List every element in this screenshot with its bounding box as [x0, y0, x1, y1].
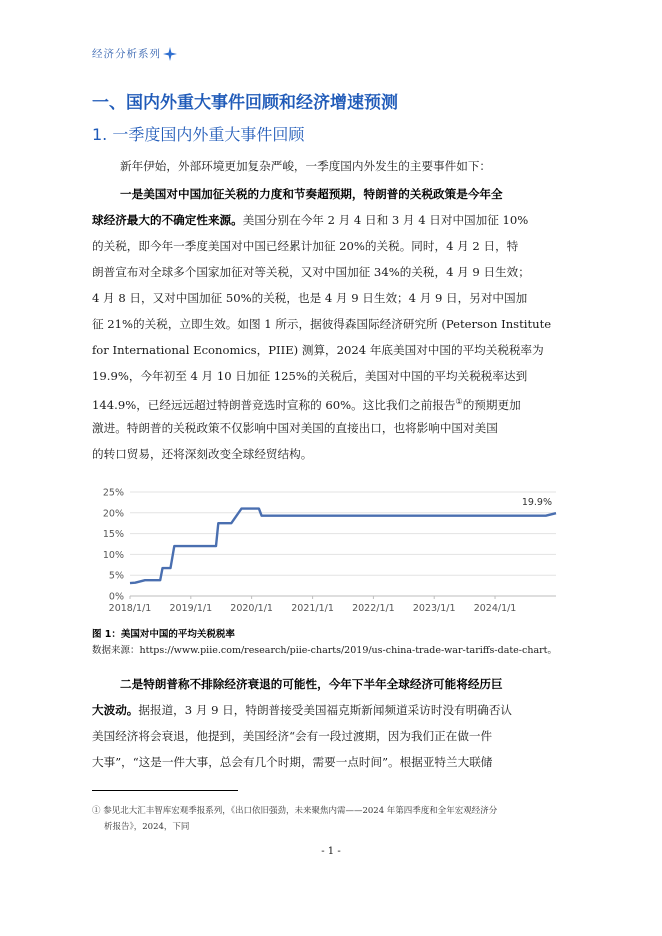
x-tick-label: 2022/1/1: [352, 603, 395, 614]
para1-line: [92, 212, 568, 228]
para1-line: 4 月 8 日，又对中国加征 50%的关税，也是 4 月 9 日生效；4 月 9 日，另对中国加: [92, 291, 528, 305]
para2-line: [120, 676, 568, 692]
footnote-mark: ①: [92, 806, 101, 816]
y-tick-label: 15%: [102, 529, 124, 541]
x-tick-label: 2019/1/1: [169, 603, 213, 614]
para1-text: 美国分别在今年 2 月 4 日和 3 月 4 日对中国加征 10%: [242, 213, 529, 227]
y-tick-label: 10%: [102, 549, 124, 561]
intro-paragraph: 新年伊始，外部环境更加复杂严峻，一季度国内外发生的主要事件如下：: [120, 159, 492, 173]
x-tick-label: 2024/1/1: [473, 603, 517, 614]
para1-line: 的转口贸易，还将深刻改变全球经贸结构。: [92, 447, 313, 461]
x-tick-label: 2018/1/1: [108, 603, 152, 614]
para1-bold: 球经济最大的不确定性来源。: [92, 213, 243, 227]
para1-line: [120, 186, 568, 202]
figure-caption: 图 1：美国对中国的平均关税税率: [92, 629, 235, 640]
para1-line: 朗普宣布对全球多个国家加征对等关税，又对中国加征 34%的关税，4 月 9 日生效；: [92, 265, 530, 279]
end-data-label: 19.9%: [521, 497, 552, 509]
para2-bold: 二是特朗普称不排除经济衰退的可能性，今年下半年全球经济可能将经历巨: [120, 677, 503, 691]
footnote-ref[interactable]: ①: [455, 397, 463, 406]
para2-text: 据报道，3 月 9 日，特朗普接受美国福克斯新闻频道采访时没有明确否认: [138, 703, 513, 717]
sparkle-icon: [163, 47, 177, 61]
tariff-chart: [92, 480, 568, 620]
figure-source: 数据来源：https://www.piie.com/research/piie-charts/2019/us-china-trade-war-tariffs-date-chart。: [92, 645, 557, 656]
para1-line: [92, 394, 568, 413]
section-heading: 一、国内外重大事件回顾和经济增速预测: [92, 93, 398, 113]
y-tick-label: 0%: [108, 591, 124, 603]
para1-line: 的关税，即今年一季度美国对中国已经累计加征 20%的关税。同时，4 月 2 日，特: [92, 239, 519, 253]
y-tick-label: 25%: [102, 487, 124, 499]
para1-text: 的预期更加: [462, 397, 521, 412]
footnote-divider: [92, 790, 238, 791]
x-tick-label: 2020/1/1: [230, 603, 273, 614]
series-label: [92, 46, 177, 61]
para1-line: 激进。特朗普的关税政策不仅影响中国对美国的直接出口，也将影响中国对美国: [92, 421, 498, 435]
y-tick-label: 20%: [102, 508, 124, 520]
para1-text: 144.9%，已经远远超过特朗普竞选时宣称的 60%。这比我们之前报告: [92, 397, 456, 412]
page-number: - 1 -: [321, 846, 341, 857]
para2-line: 大事”，“这是一件大事，总会有几个时期，需要一点时间”。根据亚特兰大联储: [92, 755, 493, 769]
y-tick-label: 5%: [108, 570, 124, 582]
series-line: [130, 509, 556, 583]
para1-bold: 一是美国对中国加征关税的力度和节奏超预期，特朗普的关税政策是今年全: [120, 187, 503, 201]
x-tick-label: 2021/1/1: [291, 603, 334, 614]
footnote-line: 析报告》，2024，下同: [104, 822, 190, 832]
subsection-heading: 1. 一季度国内外重大事件回顾: [92, 125, 305, 144]
para1-line: 征 21%的关税，立即生效。如图 1 所示，据彼得森国际经济研究所 (Peterson Institute: [92, 317, 552, 331]
x-tick-label: 2023/1/1: [412, 603, 456, 614]
footnote-text: 参见北大汇丰智库宏观季报系列，《出口依旧强劲，未来聚焦内需——2024 年第四季度和全年宏观经济分: [103, 806, 498, 816]
para2-line: [92, 702, 568, 718]
para1-line: 19.9%，今年初至 4 月 10 日加征 125%的关税后，美国对中国的平均关税税率达到: [92, 369, 528, 383]
para2-bold: 大波动。: [92, 703, 139, 717]
footnote-line: [92, 804, 497, 816]
series-text: 经济分析系列: [92, 48, 161, 60]
para2-line: 美国经济将会衰退，他提到，美国经济“会有一段过渡期，因为我们正在做一件: [92, 729, 493, 743]
para1-line: for International Economics，PIIE) 测算，2024 年底美国对中国的平均关税税率为: [92, 343, 544, 357]
